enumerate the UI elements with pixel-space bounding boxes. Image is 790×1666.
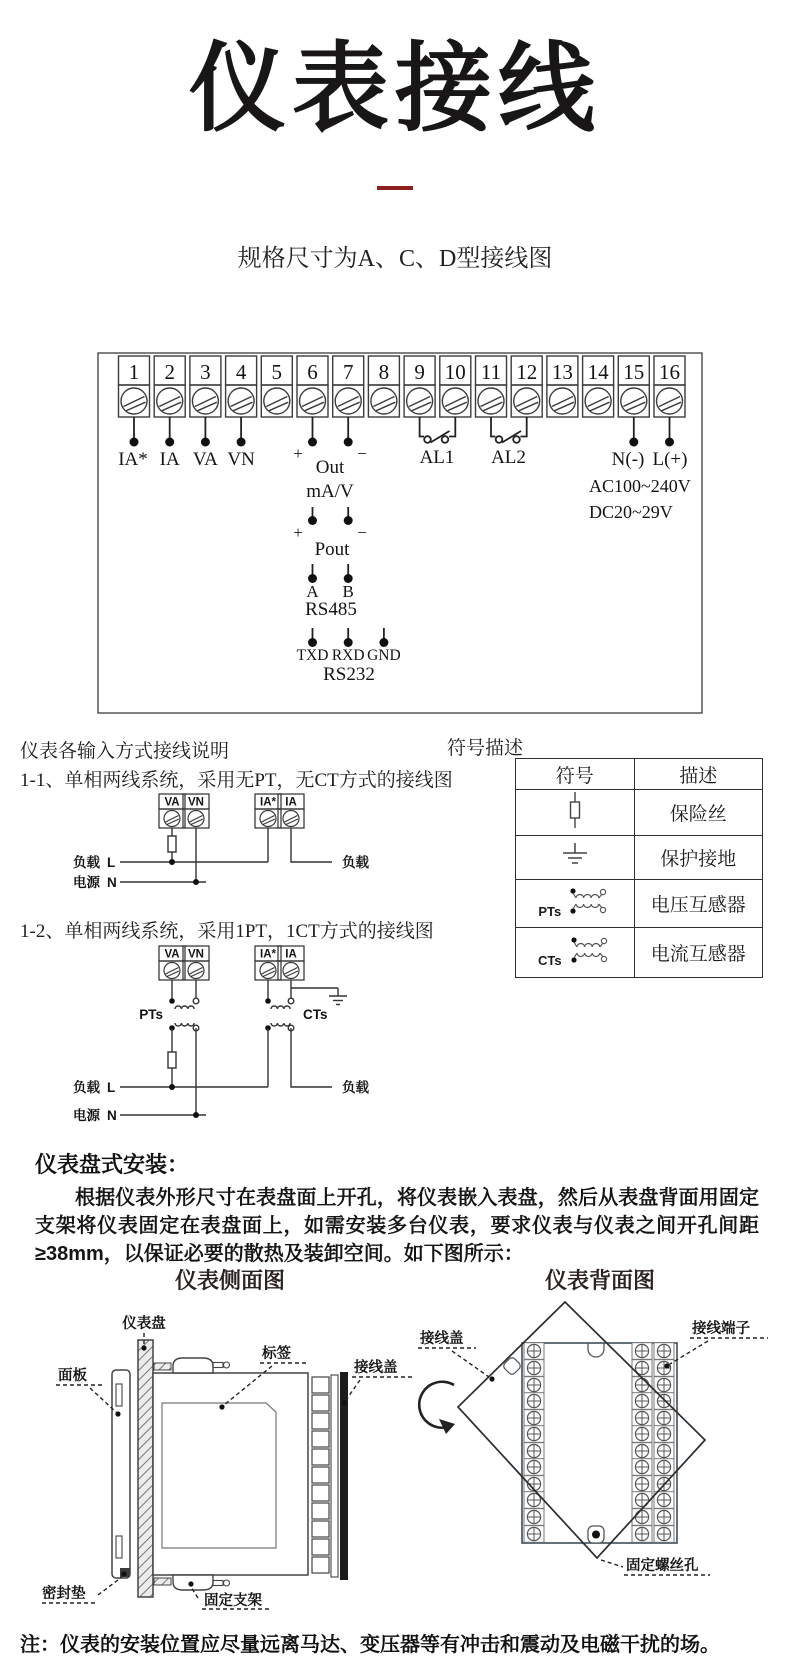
terminal-number: 2	[164, 360, 175, 384]
rs232-labels	[297, 647, 401, 685]
plus-sign: +	[293, 444, 303, 463]
page-title: 仪表接线	[189, 34, 601, 143]
rs232-gnd: GND	[367, 647, 401, 664]
page-subtitle: 规格尺寸为A、C、D型接线图	[237, 246, 553, 272]
terminal-number: 4	[235, 360, 247, 384]
back-view-diagram	[418, 1300, 783, 1614]
terminal-number: 8	[378, 360, 390, 384]
gasket-label: 密封垫	[42, 1586, 86, 1602]
rs485-b: B	[342, 582, 354, 601]
plus-sign: +	[293, 523, 303, 542]
diagram1-terminals	[159, 794, 304, 828]
symbol-table-heading: 符号描述	[447, 738, 524, 759]
wiring-notes-heading: 仪表各输入方式接线说明	[20, 741, 230, 762]
table-row	[516, 790, 763, 836]
diagram1-terminal-labels	[164, 797, 296, 809]
terminal-number: 11	[480, 360, 502, 384]
input-label: VN	[227, 449, 255, 470]
diagram2-terminal-labels	[164, 949, 296, 961]
terminal-label: VN	[188, 796, 204, 809]
install-paragraph: 根据仪表外形尺寸在表盘面上开孔，将仪表嵌入表盘，然后从表盘背面用固定支架将仪表固定在表盘面上，如需安装多台仪表，要求仪表与仪表之间开孔间距≥38mm，以保证必要的散热及装卸空间。如下图所示：	[35, 1187, 759, 1265]
pt-symbol-cell	[516, 880, 635, 928]
input-wires	[130, 417, 246, 447]
rear-terminal-ladder	[312, 1377, 329, 1573]
terminal-number: 1	[128, 360, 140, 384]
rs232-wires	[308, 628, 388, 647]
power-l: L(+)	[652, 449, 688, 470]
fuse-icon	[516, 790, 635, 836]
alarm2-contact	[491, 417, 527, 443]
rs232-label: RS232	[323, 664, 375, 685]
terminal-number: 12	[516, 360, 538, 384]
input-label: IA	[159, 449, 180, 470]
terminal-label: IA	[285, 796, 297, 809]
front-bezel	[112, 1370, 130, 1578]
fixing-screw-hole	[588, 1526, 604, 1543]
terminal-number: 7	[342, 360, 354, 384]
terminal-number: 5	[271, 360, 283, 384]
ground-icon	[516, 836, 635, 880]
analog-out-wires	[308, 417, 353, 447]
load-right-label: 负载	[342, 1080, 369, 1095]
rs485-wires	[308, 564, 353, 583]
terminal-number: 16	[659, 360, 680, 384]
out-label: Out	[315, 457, 345, 478]
rs232-rxd: RXD	[331, 647, 365, 664]
rotate-arrow-icon	[419, 1382, 455, 1434]
terminal-label: VN	[188, 948, 204, 961]
alarm2-label: AL2	[491, 447, 526, 468]
install-heading: 仪表盘式安装：	[35, 1152, 190, 1177]
diagram2-title: 1-2、单相两线系统，采用1PT，1CT方式的接线图	[20, 921, 434, 942]
table-header-row	[516, 759, 763, 790]
alarm1-label: AL1	[419, 447, 455, 468]
analog-out-labels	[293, 444, 367, 502]
symbol-desc: 电流互感器	[634, 928, 762, 978]
pout-label: Pout	[314, 539, 350, 560]
table-row	[516, 836, 763, 880]
line-n: N	[107, 1108, 117, 1123]
rs485-a: A	[306, 582, 319, 601]
symbol-table	[515, 758, 763, 978]
front-panel-label: 面板	[58, 1368, 87, 1384]
ct-transformer-icon	[566, 935, 612, 965]
diagram2-wiring	[120, 980, 347, 1118]
power-n: N(-)	[611, 449, 645, 470]
table-row	[516, 928, 763, 978]
column-symbol: 符号	[516, 759, 635, 790]
power-wires	[629, 417, 674, 447]
back-view-title: 仪表背面图	[544, 1268, 655, 1293]
load-label: 负载	[73, 855, 100, 870]
terminal-number: 6	[307, 360, 318, 384]
alarm1-contact	[420, 417, 456, 443]
input-label: VA	[192, 449, 218, 470]
diagram1-wiring	[120, 828, 332, 885]
diagram1-line-labels	[73, 854, 369, 890]
ct-symbol-cell	[516, 928, 635, 978]
terminal-number: 3	[200, 360, 211, 384]
input-labels	[118, 449, 255, 470]
rs485-label: RS485	[305, 599, 357, 620]
symbol-desc: 保险丝	[634, 790, 762, 836]
rs485-labels	[305, 582, 357, 620]
power-labels	[589, 449, 691, 522]
terminal-label: VA	[164, 948, 180, 961]
power-ac: AC100~240V	[589, 476, 691, 496]
diagram2-line-labels	[73, 1007, 369, 1123]
side-view-title: 仪表侧面图	[174, 1268, 285, 1293]
terminal-label: IA	[285, 948, 297, 961]
pout-labels	[293, 523, 367, 560]
minus-sign: −	[357, 444, 367, 463]
bracket-label: 固定支架	[204, 1593, 262, 1609]
terminal-number: 9	[414, 360, 425, 384]
panel-board-label: 仪表盘	[122, 1316, 166, 1332]
cover-corner-hole	[502, 1356, 522, 1376]
pt-transformer-icon	[565, 886, 611, 916]
terminal-label: IA*	[260, 796, 276, 809]
ct-label: CTs	[303, 1007, 328, 1022]
terminal-posts-label: 接线端子	[692, 1321, 750, 1337]
pt-label: PTs	[139, 1007, 163, 1022]
terminal-number: 14	[587, 360, 609, 384]
table-row	[516, 880, 763, 928]
minus-sign: −	[357, 523, 367, 542]
terminal-wiring-diagram	[97, 352, 703, 714]
top-bracket	[173, 1358, 213, 1373]
diagram2-1pt-1ct	[30, 944, 400, 1132]
load-label: 负载	[73, 1080, 100, 1095]
ct-label: CTs	[537, 952, 562, 968]
symbol-desc: 电压互感器	[634, 880, 762, 928]
terminal-number: 10	[444, 360, 466, 384]
load-right-label: 负载	[342, 855, 369, 870]
diagram2-terminals	[159, 946, 304, 980]
terminal-cover-label: 接线盖	[420, 1331, 464, 1347]
terminal-number: 15	[623, 360, 645, 384]
column-desc: 描述	[634, 759, 762, 790]
symbol-desc: 保护接地	[634, 836, 762, 880]
pout-wires	[308, 507, 353, 525]
out-unit: mA/V	[306, 481, 354, 502]
line-l: L	[107, 855, 116, 870]
terminal-label: VA	[164, 796, 180, 809]
terminal-cover-label: 接线盖	[354, 1360, 398, 1376]
side-view-drawing	[112, 1340, 348, 1597]
source-label: 电源	[73, 875, 100, 890]
diagram1-no-pt-no-ct	[30, 792, 380, 898]
rs232-txd: TXD	[296, 647, 329, 664]
footnote: 注：仪表的安装位置应尽量远离马达、变压器等有冲击和震动及电磁干扰的场。	[20, 1634, 720, 1656]
pt-label: PTs	[538, 903, 562, 919]
input-label: IA*	[118, 449, 148, 470]
side-view-diagram	[40, 1300, 418, 1614]
line-n: N	[107, 875, 117, 890]
panel-board-strip	[138, 1340, 153, 1597]
terminal-label: IA*	[260, 948, 276, 961]
diagram1-title: 1-1、单相两线系统，采用无PT，无CT方式的接线图	[20, 770, 453, 791]
tag-label: 标签	[262, 1346, 291, 1362]
terminal-number: 13	[551, 360, 573, 384]
power-dc: DC20~29V	[589, 502, 673, 522]
screw-hole-label: 固定螺丝孔	[626, 1558, 699, 1574]
source-label: 电源	[73, 1108, 100, 1123]
title-divider	[377, 186, 413, 190]
line-l: L	[107, 1080, 116, 1095]
